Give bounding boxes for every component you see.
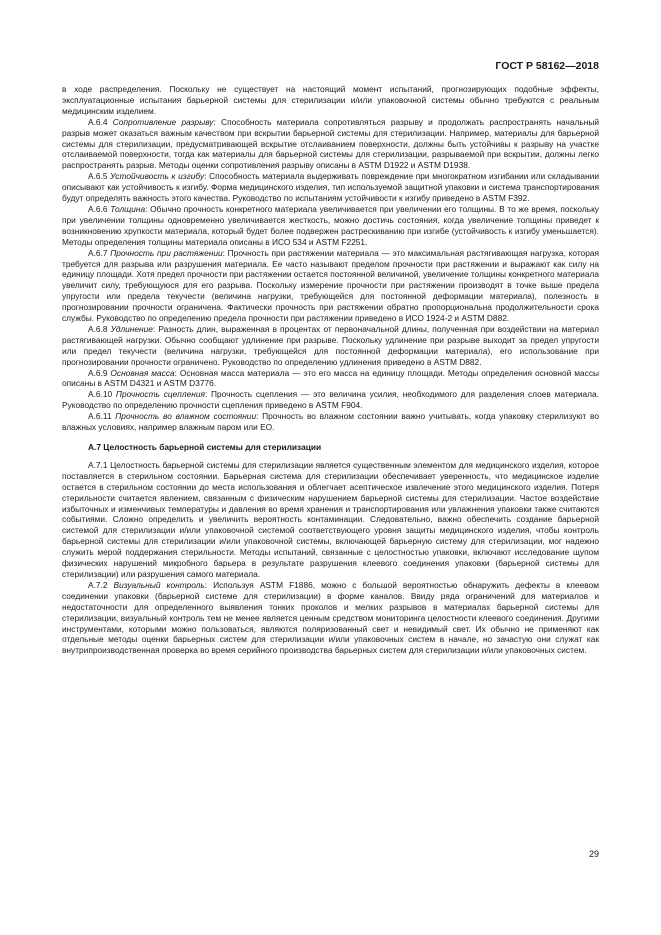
paragraph-a-6-6: [62, 204, 599, 248]
paragraph-a-7-1: [62, 460, 599, 580]
paragraph-text: в ходе распределения. Поскольку не существует на настоящий момент испытаний, прогнозирующих подобные эффекты, эксплуатационные испытания барьерной системы для стерилизации и/или упаковочной системы обычно требуются с реальным медицинским изделием.: [62, 84, 599, 116]
clause-number: А.7.2: [88, 579, 108, 590]
paragraph-a-6-4: [62, 117, 599, 172]
paragraph-a-6-10: [62, 389, 599, 411]
document-body: [62, 84, 599, 656]
paragraph-a-6-7: [62, 248, 599, 324]
clause-term: Толщина: [110, 203, 146, 214]
paragraph-a-7-2: [62, 580, 599, 656]
clause-number: А.7.1: [88, 459, 108, 470]
clause-term: Визуальный контроль: [113, 579, 205, 590]
clause-term: Основная масса: [110, 367, 175, 378]
paragraph-text: : Прочность сцепления — это величина усилия, необходимого для разделения слоев материала. Руководство по определению прочности сцепления приведено в ASTM F904.: [62, 389, 599, 411]
paragraph-text: : Разность длин, выраженная в процентах от первоначальной длины, полученная при воздействии на материал растягивающей нагрузки. Обычно сообщают удлинение при разрыве. Поскольку удлинение при разрыве выходит за предел упругости или предел текучести (величина нагрузки, требующейся для постоянной деформации материала), его использование при прогнозировании прочности ограничено. Руководство по определению удлинения приведено в ASTM D882.: [62, 323, 599, 367]
clause-term: Прочность во влажном состоянии: [115, 411, 257, 422]
clause-number: А.6.11: [88, 411, 112, 422]
paragraph-text: Целостность барьерной системы для стерилизации является существенным элементом для медицинского изделия, которое поставляется в стерильном состоянии. Барьерная система для стерилизации обеспечивает уверенность, что медицинское изделие остается в стерильном состоянии до места использования и облегчает асептическое извлечение этого медицинского изделия. Потеря стерильности считается явлением, связанным с физическим нарушением барьерной системы для стерилизации. Частое воздействие избыточных и изменчивых температуры и давления во время хранения и транспортирования или увлажнения упаковки также считаются событиями. Сложно определить и увеличить вероятность контаминации. Следовательно, важно обеспечить создание барьерной системой для стерилизации и/или упаковочной системой соответствующего уровня защиты медицинского изделия, чтобы контроль барьерной системы для стерилизации и/или упаковочной системы, включающей барьерную систему для стерилизации, мог надежно служить мерой поддержания стерильности. Методы испытаний, связанные с целостностью упаковки, включают исследование щупом физических нарушений микробного барьера в результате разрушения клеевого соединения упаковки (барьерной системы для стерилизации) или разрушения самого материала.: [62, 459, 600, 579]
clause-number: А.6.7: [88, 247, 108, 258]
paragraph-a-6-9: [62, 368, 599, 390]
paragraph-a-6-8: [62, 324, 599, 368]
clause-term: Прочность сцепления: [115, 389, 205, 400]
clause-number: А.6.5: [88, 171, 108, 182]
clause-number: А.6.4: [88, 116, 108, 127]
paragraph-text: : Способность материала выдерживать повреждение при многократном изгибании или складывании описывают как устойчивость к изгибу. Форма медицинского изделия, тип используемой защитной упаковки и система транспортирования будут определять важность этого качества. Руководство по испытаниям устойчивости к изгибу приведено в ASTM F392.: [62, 171, 600, 204]
paragraph-text: : Прочность во влажном состоянии важно учитывать, когда упаковку стерилизуют во влажных условиях, например влажным паром или ЕО.: [62, 411, 599, 433]
clause-term: Удлинение: [110, 323, 153, 334]
paragraph-a-6-5: [62, 171, 599, 204]
section-heading: А.7 Целостность барьерной системы для стерилизации: [88, 442, 322, 452]
paragraph-a-6-11: [62, 411, 599, 433]
clause-term: Прочность при растяжении: [110, 247, 223, 258]
paragraph-continuation: [62, 84, 599, 117]
paragraph-text: : Основная масса материала — это его масса на единицу площади. Методы определения основной массы описаны в ASTM D4321 и ASTM D3776.: [62, 367, 599, 389]
paragraph-text: : Используя ASTM F1886, можно с большой вероятностью обнаружить дефекты в клеевом соединении упаковки (барьерной системе для стерилизации) в форме каналов. Ввиду ряда ограничений для материалов и недостаточности для определенного выявления тонких проколов и мелких разрывов в материалах барьерной системы для стерилизации, визуальный контроль тем не менее является ценным средством мониторинга целостности клеевого соединения. Другими инструментами, которыми можно пользоваться, являются поляризованный свет и невидимый свет. Их обычно не применяют как отдельные методы оценки барьерных систем для стерилизации и/или упаковочных систем в начале, но зачастую они служат как внутрипроизводственная проверка во время серийного производства барьерных систем для стерилизации и/или упаковочных систем.: [62, 579, 599, 656]
page-number: 29: [588, 849, 599, 859]
standard-code-header: ГОСТ Р 58162—2018: [495, 60, 599, 72]
clause-number: А.6.6: [88, 203, 108, 214]
clause-term: Сопротивление разрыву: [112, 116, 214, 127]
paragraph-text: : Обычно прочность конкретного материала увеличивается при увеличении его толщины. В то же время, поскольку при увеличении толщины одновременно увеличивается жесткость, можно достичь состояния, когда увеличение толщины приведет к возникновению хрупкости материала, который будет более подвержен растрескиванию при изгибе (устойчивость к изгибу уменьшается). Методы определения толщины материала описаны в ИСО 534 и ASTM F2251.: [62, 203, 599, 247]
paragraph-text: : Прочность при растяжении материала — это максимальная растягивающая нагрузка, которая требуется для разрыва или разрушения материала. Ее часто называют пределом прочности при растяжении и выражают как силу на единицу площади. Хотя предел прочности при растяжении остается постоянной величиной, увеличение толщины конкретного материала увеличит силу, требующуюся для его разрыва. Поскольку измерение прочности при растяжении производят в точке выше предела упругости или предела текучести (величина нагрузки, требующейся для постоянной деформации материала), полезность в прогнозировании прочности ограничена. Фактически прочность при растяжении обратно пропорциональна продолжительности срока службы. Руководство по определению предела прочности при растяжении приведено в ИСО 1924-2 и ASTM D882.: [62, 247, 599, 324]
clause-number: А.6.10: [88, 389, 113, 400]
clause-number: А.6.8: [88, 323, 108, 334]
clause-number: А.6.9: [88, 367, 108, 378]
paragraph-text: : Способность материала сопротивляться разрыву и продолжать распространять начальный разрыв может оказаться важным качеством при вскрытии барьерной системы для стерилизации. Например, материалы для барьерной системы для стерилизации, предусматривающей вскрытие отслаиванием поверхности, должны быть устойчивы к разрыву на участке отслаиваемой поверхности, тогда как материалы для барьерной системы для стерилизации, разрываемой при вскрытии, должны легко распространять разрыв. Методы оценки сопротивления разрыву описаны в ASTM D1922 и ASTM D1938.: [62, 116, 599, 171]
clause-term: Устойчивость к изгибу: [110, 171, 205, 182]
